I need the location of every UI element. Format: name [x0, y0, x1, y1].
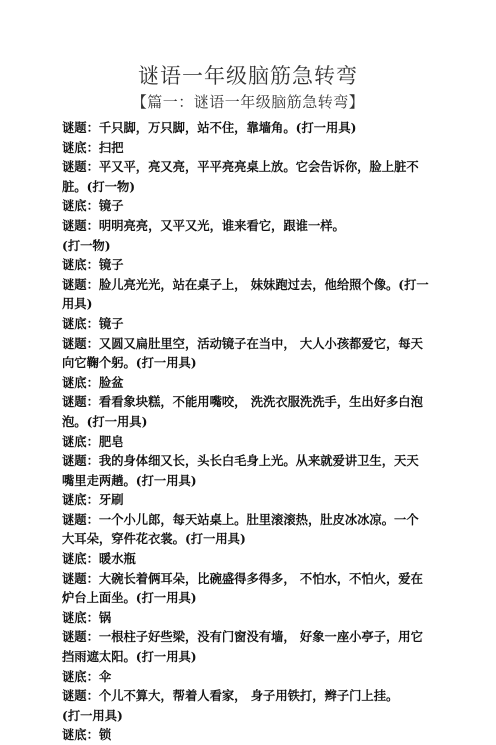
- text-line: 谜底：牙刷: [62, 492, 124, 508]
- text-line: 谜底：伞: [62, 668, 112, 684]
- riddle-list: [62, 118, 437, 745]
- text-line: (打一物): [62, 237, 111, 253]
- text-line: 谜底：镜子: [62, 257, 124, 273]
- text-line: 脏。(打一物): [62, 178, 136, 194]
- text-line: 炉台上面坐。(打一用具): [62, 590, 197, 606]
- text-line: 谜题：大碗长着俩耳朵，比碗盛得多得多， 不怕水，不怕火，爱在: [62, 570, 423, 586]
- text-line: 谜题：脸儿亮光光，站在桌子上， 妹妹跑过去，他给照个像。(打一: [62, 276, 429, 292]
- text-line: 用具): [62, 296, 93, 312]
- text-line: 谜底：脸盆: [62, 374, 124, 390]
- text-line: 谜题：一个小儿郎，每天站桌上。肚里滚滚热，肚皮冰冰凉。一个: [62, 511, 419, 527]
- text-line: 嘴里走两趟。(打一用具): [62, 472, 197, 488]
- text-line: 大耳朵，穿件花衣裳。(打一用具): [62, 531, 246, 547]
- document-title: 谜语一年级脑筋急转弯: [138, 64, 358, 88]
- text-line: 谜题：平又平，亮又亮，平平亮亮桌上放。它会告诉你，脸上脏不: [62, 159, 419, 175]
- text-line: 谜底：镜子: [62, 198, 124, 214]
- text-line: 谜题：看看象块糕，不能用嘴咬， 洗洗衣服洗洗手，生出好多白泡: [62, 394, 423, 410]
- text-line: 谜题：个儿不算大，帮着人看家， 身子用铁打，辫子门上挂。: [62, 688, 399, 704]
- section-title: 【篇一：谜语一年级脑筋急转弯】: [131, 93, 365, 111]
- text-line: 谜底：暖水瓶: [62, 551, 136, 567]
- text-line: 谜底：扫把: [62, 139, 124, 155]
- text-line: 向它鞠个躬。(打一用具): [62, 355, 197, 371]
- text-line: 谜底：镜子: [62, 315, 124, 331]
- text-line: 谜底：锅: [62, 609, 112, 625]
- text-line: 挡雨遮太阳。(打一用具): [62, 649, 197, 665]
- text-line: 谜底：锁: [62, 727, 112, 743]
- text-line: 谜题：又圆又扁肚里空，活动镜子在当中， 大人小孩都爱它，每天: [62, 335, 423, 351]
- text-line: 谜题：一根柱子好些梁，没有门窗没有墙， 好象一座小亭子，用它: [62, 629, 423, 645]
- text-line: 谜题：明明亮亮，又平又光，谁来看它，跟谁一样。: [62, 217, 345, 233]
- text-line: 泡。(打一用具): [62, 413, 148, 429]
- text-line: 谜题：我的身体细又长，头长白毛身上光。从来就爱讲卫生，天天: [62, 453, 419, 469]
- text-line: 谜题：千只脚，万只脚，站不住，靠墙角。(打一用具): [62, 120, 357, 135]
- text-line: (打一用具): [62, 707, 123, 723]
- text-line: 谜底：肥皂: [62, 433, 124, 449]
